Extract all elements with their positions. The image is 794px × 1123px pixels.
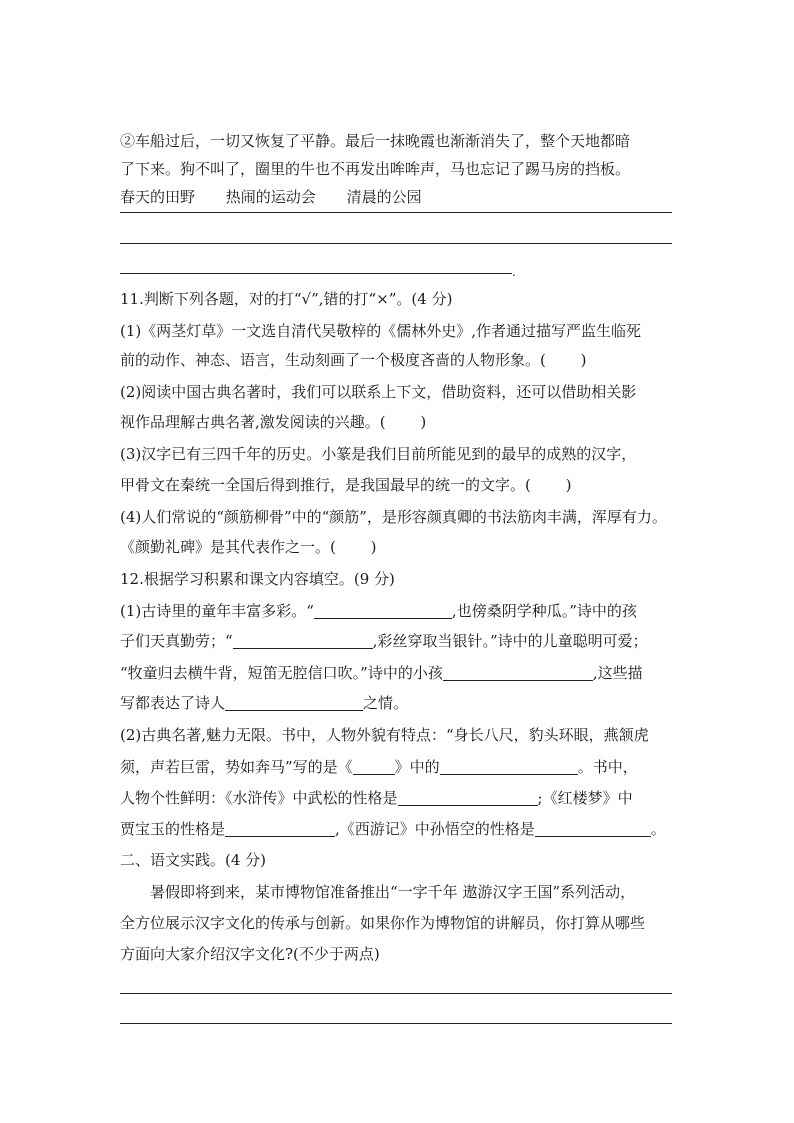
q12-line-4: 写都表达了诗人 之情。: [120, 694, 409, 712]
blank-character-name[interactable]: [440, 759, 578, 775]
end-dot: .: [512, 265, 516, 279]
q11-item-4a: (4)人们常说的“颜筋柳骨”中的“颜筋”，是形容颜真卿的书法筋肉丰满，浑厚有力。: [120, 508, 667, 526]
option-1: 春天的田野: [120, 188, 196, 206]
sec2-para-2: 全方位展示汉字文化的传承与创新。如果你作为博物馆的讲解员，你打算从哪些: [120, 914, 646, 932]
passage-line-1: ②车船过后，一切又恢复了平静。最后一抹晚霞也渐渐消失了，整个天地都暗: [120, 132, 631, 150]
sec2-title: 二、语文实践。(4 分): [120, 851, 267, 869]
blank-poem-2[interactable]: [233, 633, 373, 649]
answer-line-4[interactable]: [120, 993, 672, 994]
q12-line-8: 贾宝玉的性格是 ,《西游记》中孙悟空的性格是 。: [120, 820, 666, 838]
sec2-para-3: 方面向大家介绍汉字文化?(不少于两点): [120, 945, 380, 963]
q12-title: 12.根据学习积累和课文内容填空。(9 分): [120, 570, 395, 588]
sec2-para-1: 暑假即将到来，某市博物馆准备推出“一字千年 遨游汉字王国”系列活动，: [150, 883, 636, 901]
answer-line-2[interactable]: [120, 243, 672, 244]
blank-poem-1[interactable]: [314, 603, 452, 619]
answer-line-3[interactable]: [120, 273, 512, 274]
q12-line-1: (1)古诗里的童年丰富多彩。“ ,也傍桑阴学种瓜。”诗中的孩: [120, 602, 637, 620]
passage-line-2: 了下来。狗不叫了，圈里的牛也不再发出哞哞声，马也忘记了踢马房的挡板。: [120, 160, 631, 178]
q12-line-5: (2)古典名著,魅力无限。书中，人物外貌有特点：“身长八尺，豹头环眼，燕颔虎: [120, 726, 649, 744]
title-options: [120, 187, 448, 207]
blank-poet-feeling[interactable]: [225, 695, 363, 711]
q12-line-2: 子们天真勤劳；“ ,彩丝穿取当银针。”诗中的儿童聪明可爱；: [120, 632, 648, 650]
q11-item-3a: (3)汉字已有三四千年的历史。小篆是我们目前所能见到的最早的成熟的汉字，: [120, 445, 637, 463]
q12-line-6: 须，声若巨雷，势如奔马”写的是《 》中的 。书中，: [120, 758, 638, 776]
q11-item-4b[interactable]: 《颜勤礼碑》是其代表作之一。( ): [120, 538, 377, 556]
blank-child-desc[interactable]: [443, 665, 593, 681]
blank-wukong-trait[interactable]: [535, 821, 651, 837]
q11-title: 11.判断下列各题，对的打“√”,错的打“×”。(4 分): [120, 290, 453, 308]
q12-line-7: 人物个性鲜明：《水浒传》中武松的性格是 ;《红楼梦》中: [120, 789, 633, 807]
answer-line-5[interactable]: [120, 1023, 672, 1024]
blank-wusong-trait[interactable]: [398, 790, 538, 806]
blank-book-name[interactable]: [353, 759, 395, 775]
q11-item-1b[interactable]: 前的动作、神态、语言，生动刻画了一个极度吝啬的人物形象。( ): [120, 351, 587, 369]
blank-baoyu-trait[interactable]: [225, 821, 335, 837]
option-3: 清晨的公园: [346, 188, 422, 206]
option-2: 热闹的运动会: [225, 188, 316, 206]
q11-item-1a: (1)《两茎灯草》一文选自清代吴敬梓的《儒林外史》,作者通过描写严监生临死: [120, 322, 642, 340]
q11-item-2b[interactable]: 视作品理解古典名著,激发阅读的兴趣。( ): [120, 413, 427, 431]
q11-item-3b[interactable]: 甲骨文在秦统一全国后得到推行，是我国最早的统一的文字。( ): [120, 476, 572, 494]
q12-line-3: “牧童归去横牛背，短笛无腔信口吹。”诗中的小孩 ,这些描: [120, 664, 643, 682]
answer-line-1[interactable]: [120, 212, 672, 213]
q11-item-2a: (2)阅读中国古典名著时，我们可以联系上下文，借助资料，还可以借助相关影: [120, 383, 637, 401]
